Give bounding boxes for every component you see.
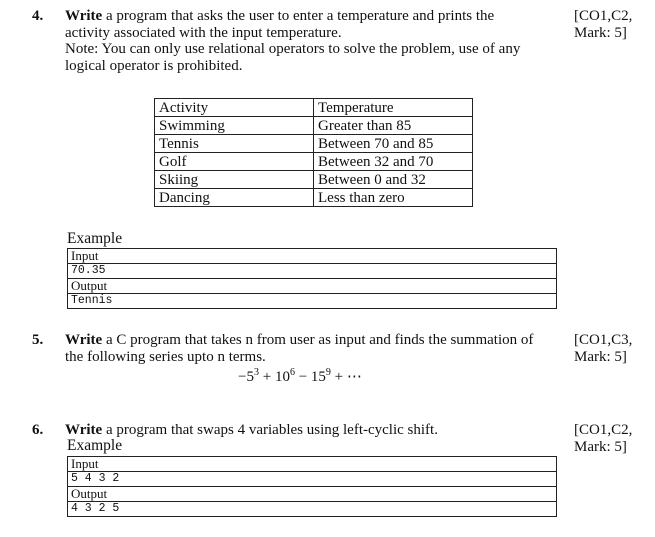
question-number: 4. <box>32 8 44 24</box>
example-box <box>67 456 557 517</box>
question-line <box>65 8 555 25</box>
marks-line: [CO1,C2, <box>574 422 633 438</box>
question-line <box>65 332 570 349</box>
question-note: logical operator is prohibited. <box>65 57 243 74</box>
marks-line: Mark: 5] <box>574 348 627 365</box>
marks-line: Mark: 5] <box>574 438 627 455</box>
example-input-label: Input <box>68 457 557 472</box>
table-header-row <box>155 99 473 117</box>
table-cell: Between 0 and 32 <box>314 171 473 189</box>
question-number: 5. <box>32 332 44 348</box>
series-formula <box>238 367 362 386</box>
table-row <box>155 189 473 207</box>
formula-base: 15 <box>310 369 326 385</box>
table-cell: Greater than 85 <box>314 117 473 135</box>
marks-info <box>574 332 632 365</box>
example-input-value: 5 4 3 2 <box>68 472 557 487</box>
formula-exponent: 6 <box>289 367 295 378</box>
table-row <box>155 153 473 171</box>
table-cell: Between 32 and 70 <box>314 153 473 171</box>
table-cell: Skiing <box>155 171 314 189</box>
marks-line: [CO1,C2, <box>574 8 633 24</box>
example-input-label: Input <box>68 249 557 264</box>
example-heading: Example <box>67 437 123 454</box>
marks-line: [CO1,C3, <box>574 332 633 348</box>
table-cell: Dancing <box>155 189 314 207</box>
formula-sign: − <box>238 369 247 385</box>
question-text <box>65 332 570 365</box>
example-output-label: Output <box>68 279 557 294</box>
question-line: the following series upto n terms. <box>65 348 266 365</box>
question-text-part: a C program that takes n from user as input and finds the summation of <box>102 332 534 348</box>
example-output-value: 4 3 2 5 <box>68 502 557 517</box>
table-header: Temperature <box>314 99 473 117</box>
table-cell: Between 70 and 85 <box>314 135 473 153</box>
example-output-label: Output <box>68 487 557 502</box>
formula-exponent: 9 <box>325 367 331 378</box>
question-line <box>65 422 555 439</box>
example-output-value: Tennis <box>68 294 557 309</box>
formula-base: 5 <box>246 369 254 385</box>
table-row <box>155 117 473 135</box>
table-cell: Tennis <box>155 135 314 153</box>
table-cell: Less than zero <box>314 189 473 207</box>
marks-info <box>574 8 632 41</box>
question-verb: Write <box>65 422 103 438</box>
marks-line: Mark: 5] <box>574 24 627 41</box>
table-row <box>155 135 473 153</box>
question-verb: Write <box>65 332 103 348</box>
question-text <box>65 8 555 74</box>
question-number: 6. <box>32 422 44 438</box>
activity-table <box>154 98 473 207</box>
table-row <box>155 171 473 189</box>
question-line: activity associated with the input temperature. <box>65 24 342 41</box>
table-header: Activity <box>155 99 314 117</box>
question-verb: Write <box>65 8 103 24</box>
formula-sign: + <box>258 369 275 385</box>
question-text-part: a program that asks the user to enter a temperature and prints the <box>102 8 495 24</box>
example-input-value: 70.35 <box>68 264 557 279</box>
table-cell: Golf <box>155 153 314 171</box>
formula-tail: + ⋯ <box>330 369 362 385</box>
question-text <box>65 422 555 439</box>
table-cell: Swimming <box>155 117 314 135</box>
marks-info <box>574 422 632 455</box>
example-heading: Example <box>67 230 123 247</box>
question-note: Note: You can only use relational operators to solve the problem, use of any <box>65 41 521 57</box>
formula-exponent: 3 <box>253 367 259 378</box>
formula-sign: − <box>294 369 311 385</box>
question-text-part: a program that swaps 4 variables using left-cyclic shift. <box>102 422 438 438</box>
formula-base: 10 <box>274 369 290 385</box>
example-box <box>67 248 557 309</box>
